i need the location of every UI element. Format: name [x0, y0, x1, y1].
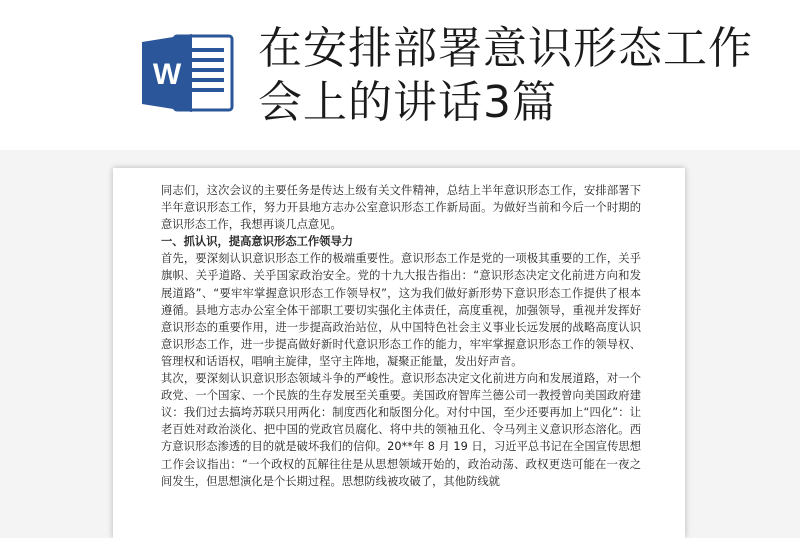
- paragraph-first: 首先，要深刻认识意识形态工作的极端重要性。意识形态工作是党的一项极其重要的工作，关乎旗帜、关乎道路、关乎国家政治安全。党的十九大报告指出：“意识形态决定文化前进方向和发展道路”、“要牢牢掌握意识形态工作领导权”，这为我们做好新形势下意识形态工作提供了根本遵循。县地方志办公室全体干部职工要切实强化主体责任，高度重视，加强领导，重视并发挥好意识形态的重要作用，进一步提高政治站位，从中国特色社会主义事业长远发展的战略高度认识意识形态工作，进一步提高做好新时代意识形态工作的能力，牢牢掌握意识形态工作的领导权、管理权和话语权，唱响主旋律，坚守主阵地，凝聚正能量，发出好声音。: [161, 252, 641, 368]
- word-icon-letter: W: [152, 58, 182, 91]
- paragraph-intro: 同志们，这次会议的主要任务是传达上级有关文件精神，总结上半年意识形态工作，安排部署下半年意识形态工作，努力开县地方志办公室意识形态工作新局面。为做好当前和今后一个时期的意识形态工作，我想再谈几点意见。: [161, 184, 641, 232]
- section-heading: 一、抓认识，提高意识形态工作领导力: [161, 235, 354, 249]
- document-page: [113, 168, 685, 538]
- header-banner: [0, 0, 800, 150]
- document-body: [161, 182, 641, 490]
- word-doc-icon: [140, 32, 236, 114]
- paragraph-second: 其次，要深刻认识意识形态领域斗争的严峻性。意识形态决定文化前进方向和发展道路，对一个政党、一个国家、一个民族的生存发展至关重要。美国政府智库兰德公司一教授曾向美国政府建议：我们过去搞垮苏联只用两化：制度西化和版图分化。对付中国，至少还要再加上“四化”：让老百姓对政治淡化、把中国的党政官员腐化、将中共的领袖丑化、令马列主义意识形态溶化。西方意识形态渗透的目的就是破坏我们的信仰。20**年 8 月 19 日，习近平总书记在全国宣传思想工作会议指出：“一个政权的瓦解往往是从思想领域开始的，政治动荡、政权更迭可能在一夜之间发生，但思想演化是个长期过程。思想防线被攻破了，其他防线就: [161, 372, 641, 488]
- page-title: 在安排部署意识形态工作会上的讲话3篇: [258, 23, 753, 128]
